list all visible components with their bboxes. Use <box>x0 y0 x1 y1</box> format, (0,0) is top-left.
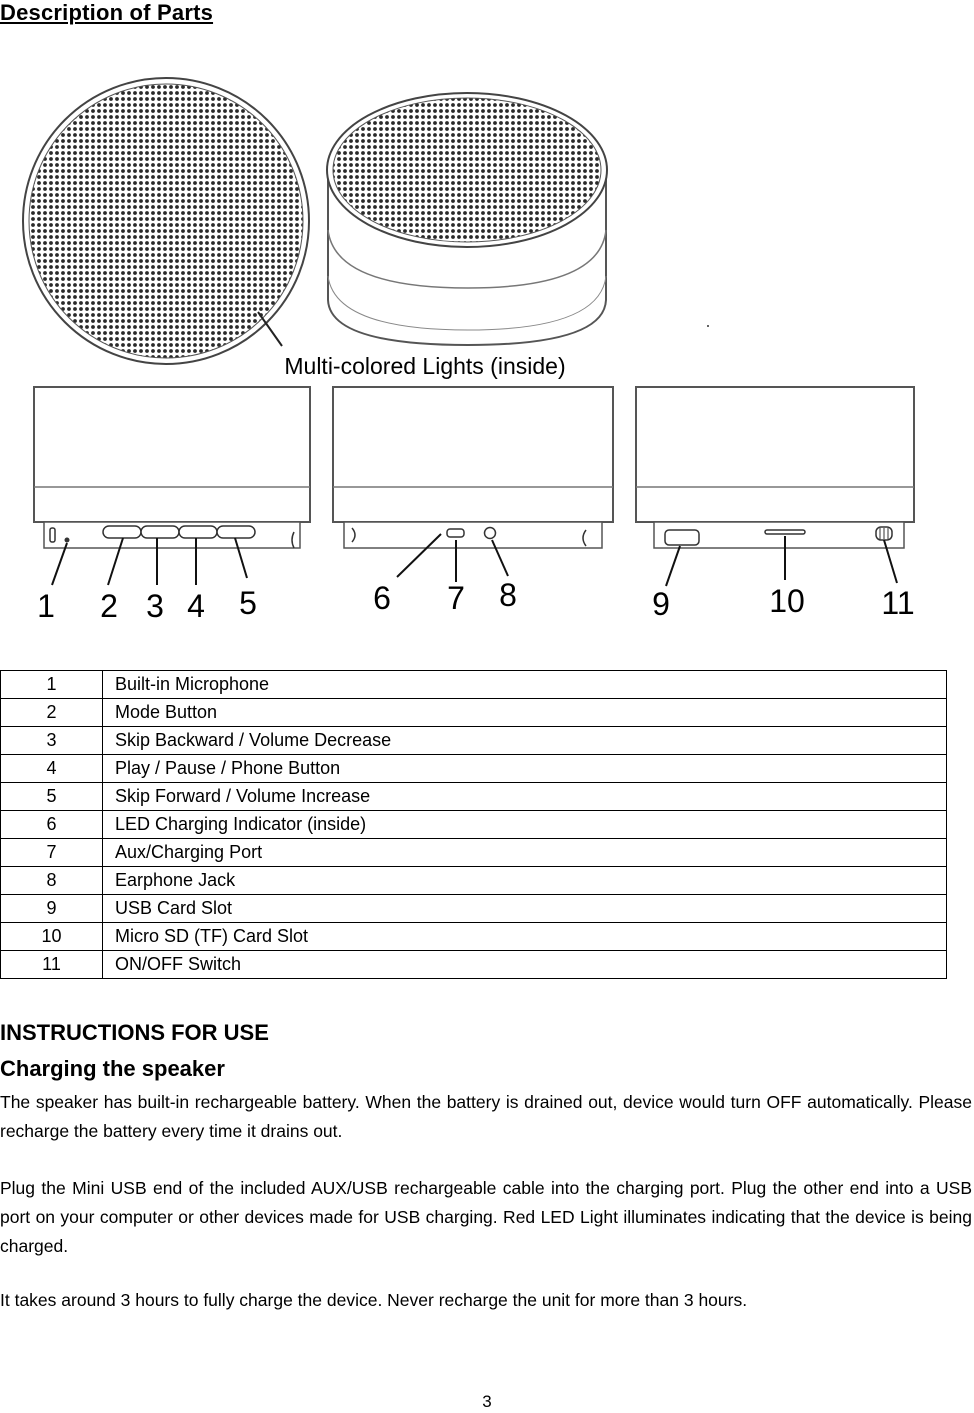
paragraph-charge-time: It takes around 3 hours to fully charge the device. Never recharge the unit for more than 3 hours. <box>0 1290 748 1310</box>
part-description: Earphone Jack <box>103 867 947 895</box>
part-number: 9 <box>1 895 103 923</box>
table-row <box>1 951 947 979</box>
part-number: 1 <box>1 671 103 699</box>
paragraph-plug: Plug the Mini USB end of the included AUX/USB rechargeable cable into the charging port. Plug the other end into a USB port on your computer or other devices made for USB charging. Red LED Light illuminates indicating that the device is being charged. <box>0 1178 972 1256</box>
callout-11: 11 <box>881 585 915 621</box>
table-row <box>1 699 947 727</box>
part-number: 4 <box>1 755 103 783</box>
paragraph-battery: The speaker has built-in rechargeable battery. When the battery is drained out, device would turn OFF automatically. Please recharge the battery every time it drains out. <box>0 1092 972 1141</box>
table-row <box>1 867 947 895</box>
part-number: 8 <box>1 867 103 895</box>
callout-4: 4 <box>187 588 205 624</box>
part-number: 10 <box>1 923 103 951</box>
callout-5: 5 <box>239 585 257 621</box>
part-description: ON/OFF Switch <box>103 951 947 979</box>
table-row <box>1 895 947 923</box>
part-description: Built-in Microphone <box>103 671 947 699</box>
part-description: LED Charging Indicator (inside) <box>103 811 947 839</box>
part-number: 6 <box>1 811 103 839</box>
part-description: Skip Backward / Volume Decrease <box>103 727 947 755</box>
part-number: 3 <box>1 727 103 755</box>
callout-8: 8 <box>499 577 517 613</box>
part-number: 7 <box>1 839 103 867</box>
charging-heading: Charging the speaker <box>0 1056 225 1081</box>
callout-1: 1 <box>37 588 55 624</box>
parts-table <box>0 670 947 979</box>
table-row <box>1 923 947 951</box>
page-title: Description of Parts <box>0 0 214 25</box>
speaker-angle-view <box>327 93 607 345</box>
speaker-side-ports <box>333 387 613 548</box>
speaker-parts-diagram <box>0 60 974 640</box>
callout-10: 10 <box>769 583 805 619</box>
table-row <box>1 727 947 755</box>
part-description: Aux/Charging Port <box>103 839 947 867</box>
part-number: 2 <box>1 699 103 727</box>
part-number: 5 <box>1 783 103 811</box>
lights-label: Multi-colored Lights (inside) <box>284 353 566 379</box>
callout-6: 6 <box>373 580 391 616</box>
speaker-side-buttons <box>34 387 310 548</box>
callout-2: 2 <box>100 588 118 624</box>
part-description: Play / Pause / Phone Button <box>103 755 947 783</box>
part-description: Skip Forward / Volume Increase <box>103 783 947 811</box>
page-number: 3 <box>482 1392 492 1411</box>
table-row <box>1 783 947 811</box>
table-row <box>1 671 947 699</box>
speaker-side-slots <box>636 387 914 548</box>
part-description: USB Card Slot <box>103 895 947 923</box>
callout-3: 3 <box>146 588 164 624</box>
part-description: Micro SD (TF) Card Slot <box>103 923 947 951</box>
table-row <box>1 811 947 839</box>
table-row <box>1 755 947 783</box>
speaker-top-view <box>23 78 309 364</box>
table-row <box>1 839 947 867</box>
part-description: Mode Button <box>103 699 947 727</box>
part-number: 11 <box>1 951 103 979</box>
instructions-heading: INSTRUCTIONS FOR USE <box>0 1020 269 1045</box>
callout-7: 7 <box>447 580 465 616</box>
callout-9: 9 <box>652 586 670 622</box>
